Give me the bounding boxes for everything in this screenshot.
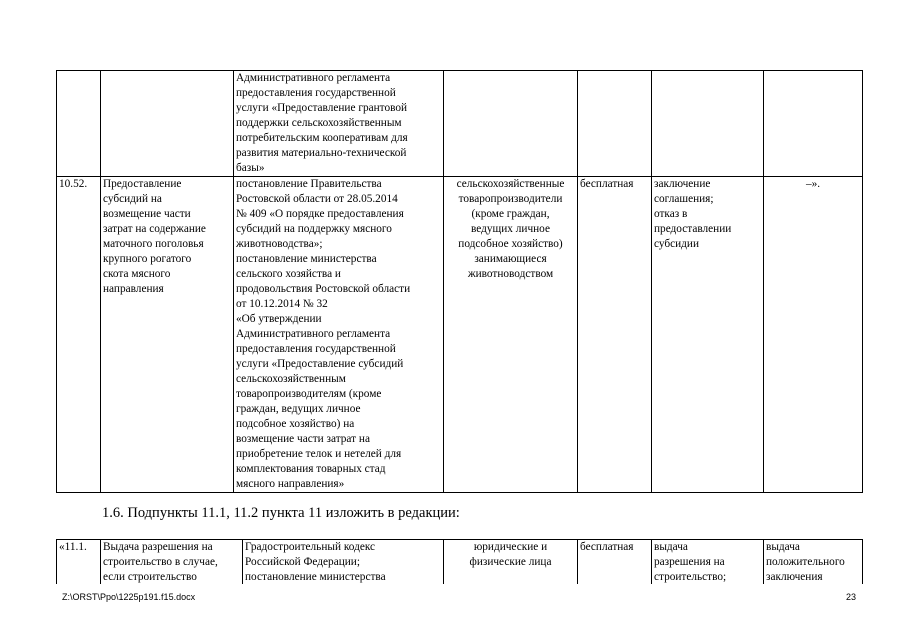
footer-page-number: 23 — [846, 592, 857, 602]
cell-text-line: сельского хозяйства и — [236, 268, 341, 280]
cell-text-line: товаропроизводителям (кроме — [236, 388, 382, 400]
amendment-paragraph: 1.6. Подпункты 11.1, 11.2 пункта 11 изложить в редакции: — [102, 505, 460, 521]
cell-result — [652, 540, 764, 585]
cell-text-line: крупного рогатого — [103, 253, 192, 265]
cell-text-line: базы» — [236, 162, 265, 174]
cell-fee: бесплатная — [578, 177, 652, 493]
cell-text-line: от 10.12.2014 № 32 — [236, 298, 328, 310]
cell-text-line: подсобное хозяйство) на — [236, 418, 355, 430]
cell-text-line: услуги «Предоставление субсидий — [236, 358, 404, 370]
cell-text-line: выдача — [654, 541, 688, 553]
cell-text-line: ведущих личное — [471, 223, 550, 235]
cell-text-line: сельскохозяйственным — [236, 373, 346, 385]
cell-text-line: строительство в случае, — [103, 556, 218, 568]
cell-text-line: Градостроительный кодекс — [245, 541, 376, 553]
cell-number: «11.1. — [57, 540, 101, 585]
cell-text-line: Административного регламента — [236, 72, 391, 84]
cell-text-line: подсобное хозяйство) — [458, 238, 563, 250]
cell-text-line: предоставлении — [654, 223, 732, 235]
cell-text-line: разрешения на — [654, 556, 725, 568]
cell-text-line: постановление Правительства — [236, 178, 382, 190]
cell-text-line: товаропроизводители — [458, 193, 563, 205]
cell-text-line: заключения — [766, 571, 823, 583]
cell-text-line: «Об утверждении — [236, 313, 322, 325]
table-row — [57, 540, 863, 585]
cell-text-line: продовольствия Ростовской области — [236, 283, 411, 295]
cell-text-line: поддержки сельскохозяйственным — [236, 117, 402, 129]
cell-number: 10.52. — [57, 177, 101, 493]
cell-text-line: строительство; — [654, 571, 727, 583]
cell-text-line: услуги «Предоставление грантовой — [236, 102, 408, 114]
cell-text-line: маточного поголовья — [103, 238, 204, 250]
cell-text-line: юридические и — [473, 541, 548, 553]
cell-text-line: заключение — [654, 178, 711, 190]
cell-text-line: направления — [103, 283, 164, 295]
cell-legal-basis — [243, 540, 444, 585]
footer-file-path: Z:\ORST\Ppo\1225p191.f15.docx — [62, 592, 196, 602]
cell-text-line: Административного регламента — [236, 328, 391, 340]
cell-text-line: комплектования товарных стад — [236, 463, 386, 475]
cell-text-line: занимающиеся — [474, 253, 547, 265]
cell-text-line: возмещение части — [103, 208, 191, 220]
cell-text-line: соглашения; — [654, 193, 714, 205]
cell-text-line: субсидий на — [103, 193, 162, 205]
cell-text-line: Предоставление — [103, 178, 182, 190]
cell-text-line: постановление министерства — [245, 571, 386, 583]
cell-text-line: развития материально-технической — [236, 147, 407, 159]
cell-text-line: граждан, ведущих личное — [236, 403, 361, 415]
cell-text-line: возмещение части затрат на — [236, 433, 370, 445]
cell-text-line: сельскохозяйственные — [456, 178, 565, 190]
cell-closing-mark: –». — [764, 177, 863, 493]
cell-text-line: отказ в — [654, 208, 688, 220]
regulation-table-bottom — [56, 539, 863, 584]
cell-text-line: субсидий на поддержку мясного — [236, 223, 392, 235]
cell-text-line: Выдача разрешения на — [103, 541, 213, 553]
cell-text-line: предоставления государственной — [236, 343, 396, 355]
cell-text-line: предоставления государственной — [236, 87, 396, 99]
cell-text-line: № 409 «О порядке предоставления — [236, 208, 404, 220]
cell-extra — [764, 540, 863, 585]
cell-text-line: если строительство — [103, 571, 197, 583]
cell-text-line: скота мясного — [103, 268, 171, 280]
cell-text-line: положительного — [766, 556, 845, 568]
cell-text-line: приобретение телок и нетелей для — [236, 448, 402, 460]
cell-service-name — [101, 540, 243, 585]
cell-fee: бесплатная — [578, 540, 652, 585]
cell-text-line: физические лица — [469, 556, 552, 568]
cell-text-line: животноводства»; — [236, 238, 323, 250]
cell-text-line: выдача — [766, 541, 800, 553]
cell-text-line: затрат на содержание — [103, 223, 206, 235]
cell-applicants — [444, 540, 578, 585]
cell-text-line: субсидии — [654, 238, 700, 250]
cell-text-line: потребительским кооперативам для — [236, 132, 408, 144]
cell-text-line: мясного направления» — [236, 478, 345, 490]
cell-text-line: (кроме граждан, — [471, 208, 550, 220]
cell-text-line: постановление министерства — [236, 253, 377, 265]
cell-text-line: Ростовской области от 28.05.2014 — [236, 193, 398, 205]
cell-text-line: животноводством — [467, 268, 554, 280]
cell-text-line: Российской Федерации; — [245, 556, 360, 568]
